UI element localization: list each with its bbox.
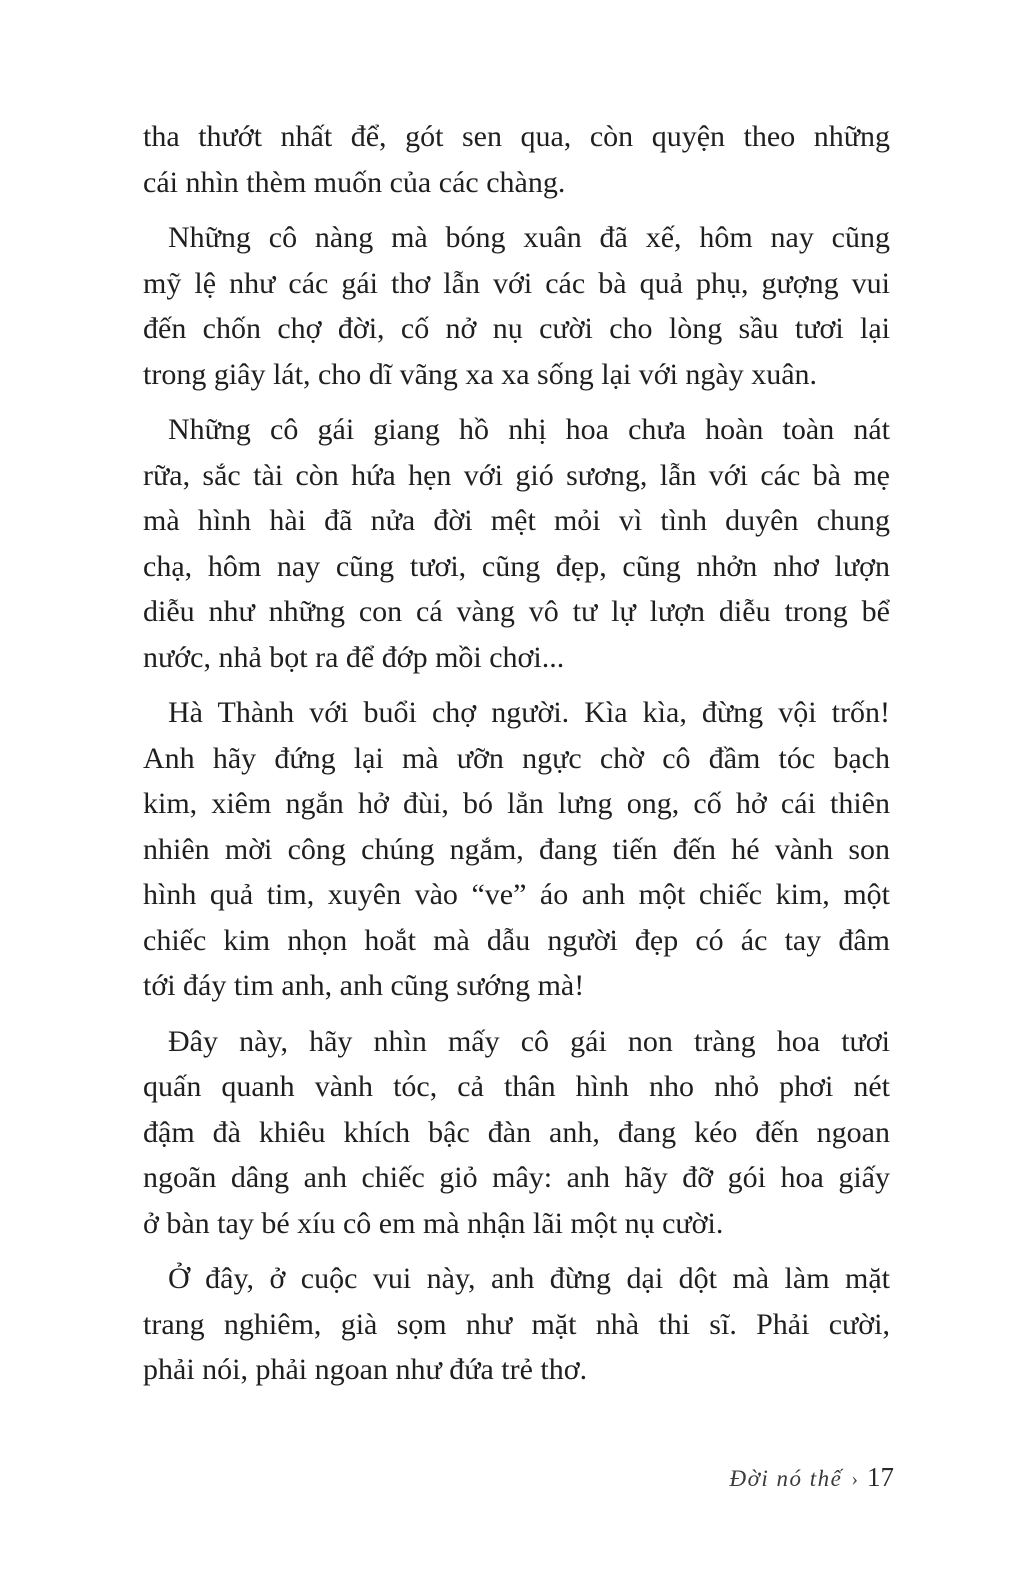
text-line: Hà Thành với buổi chợ người. Kìa kìa, đừng vội trốn! bbox=[168, 696, 890, 729]
text-line: Anh hãy đứng lại mà ưỡn ngực chờ cô đầm tóc bạch bbox=[143, 741, 890, 775]
text-line: rữa, sắc tài còn hứa hẹn với gió sương, lẫn với các bà mẹ bbox=[143, 458, 890, 492]
text-line: tha thướt nhất để, gót sen qua, còn quyện theo những bbox=[143, 120, 890, 153]
text-line: chiếc kim nhọn hoắt mà dẫu người đẹp có ác tay đâm bbox=[143, 923, 890, 957]
text-line: Đây này, hãy nhìn mấy cô gái non tràng hoa tươi bbox=[168, 1024, 890, 1058]
paragraph bbox=[143, 407, 890, 680]
page-number: 17 bbox=[867, 1462, 894, 1492]
text-line: phải nói, phải ngoan như đứa trẻ thơ. bbox=[143, 1353, 588, 1386]
text-line: kim, xiêm ngắn hở đùi, bó lẳn lưng ong, cố hở cái thiên bbox=[143, 787, 890, 820]
text-line: trong giây lát, cho dĩ vãng xa xa sống lại với ngày xuân. bbox=[143, 357, 818, 391]
running-title: Đời nó thế bbox=[729, 1466, 843, 1491]
text-line: chạ, hôm nay cũng tươi, cũng đẹp, cũng nhởn nhơ lượn bbox=[143, 549, 890, 583]
text-line: ngoãn dâng anh chiếc giỏ mây: anh hãy đỡ gói hoa giấy bbox=[143, 1161, 890, 1194]
text-line: Ở đây, ở cuộc vui này, anh đừng dại dột mà làm mặt bbox=[168, 1262, 890, 1295]
footer-separator-icon: › bbox=[851, 1468, 858, 1490]
paragraph bbox=[143, 114, 890, 205]
text-line: mà hình hài đã nửa đời mệt mỏi vì tình duyên chung bbox=[143, 504, 890, 537]
paragraph bbox=[143, 1256, 890, 1393]
text-line: Những cô nàng mà bóng xuân đã xế, hôm nay cũng bbox=[168, 221, 890, 254]
page-footer bbox=[729, 1462, 894, 1493]
text-line: đậm đà khiêu khích bậc đàn anh, đang kéo đến ngoan bbox=[143, 1115, 890, 1149]
text-line: cái nhìn thèm muốn của các chàng. bbox=[143, 165, 566, 199]
text-line: đến chốn chợ đời, cố nở nụ cười cho lòng sầu tươi lại bbox=[143, 312, 890, 345]
text-line: mỹ lệ như các gái thơ lẫn với các bà quả phụ, gượng vui bbox=[143, 266, 890, 300]
text-line: diễu như những con cá vàng vô tư lự lượn diễu trong bể bbox=[143, 595, 890, 628]
text-line: Những cô gái giang hồ nhị hoa chưa hoàn toàn nát bbox=[168, 413, 890, 446]
text-line: nước, nhả bọt ra để đớp mồi chơi... bbox=[143, 640, 565, 674]
text-line: hình quả tim, xuyên vào “ve” áo anh một chiếc kim, một bbox=[143, 878, 890, 911]
text-line: tới đáy tim anh, anh cũng sướng mà! bbox=[143, 969, 585, 1002]
text-line: trang nghiêm, già sọm như mặt nhà thi sĩ. Phải cười, bbox=[143, 1307, 890, 1341]
paragraph bbox=[143, 1019, 890, 1247]
paragraph bbox=[143, 215, 890, 397]
text-line: ở bàn tay bé xíu cô em mà nhận lãi một nụ cười. bbox=[143, 1206, 724, 1240]
text-line: nhiên mời công chúng ngắm, đang tiến đến hé vành son bbox=[143, 832, 890, 866]
page-text bbox=[143, 114, 890, 1393]
paragraph bbox=[143, 690, 890, 1009]
text-line: quấn quanh vành tóc, cả thân hình nho nhỏ phơi nét bbox=[143, 1070, 890, 1103]
